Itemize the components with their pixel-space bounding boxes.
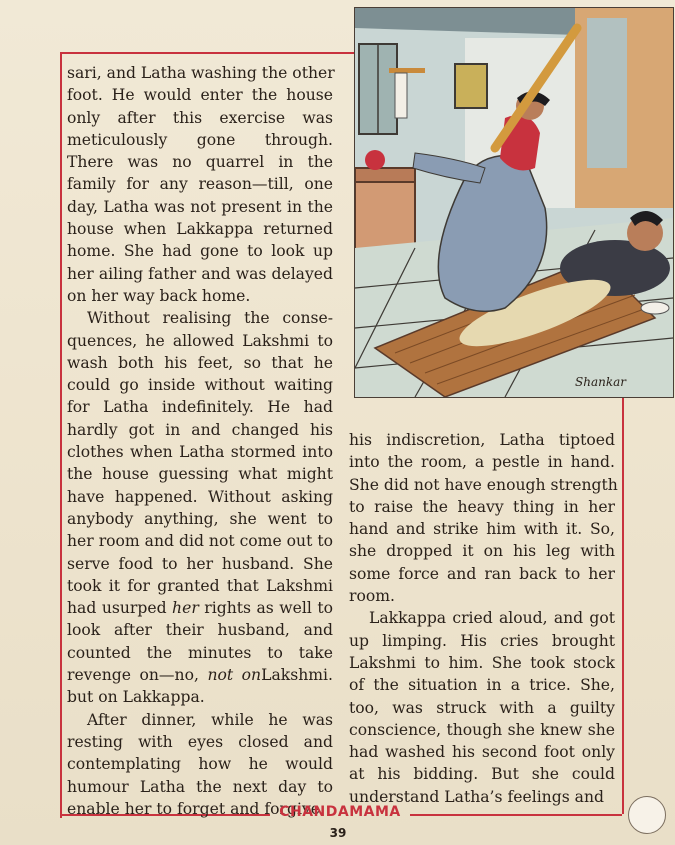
story-column-right (349, 429, 618, 808)
text-segment: his indiscretion, Latha tiptoed (349, 431, 615, 449)
text-line (67, 352, 333, 374)
text-line (67, 642, 333, 664)
text-line (67, 263, 333, 285)
text-segment: too, was struck with a guilty (349, 698, 615, 717)
text-line (67, 84, 333, 106)
text-segment: clothes when Latha stormed into (67, 443, 333, 462)
text-line (67, 285, 333, 307)
text-line (349, 652, 615, 674)
story-column-left (67, 62, 333, 820)
text-segment: family for any reason—till, one (67, 175, 333, 194)
text-segment: rights as well to (198, 599, 333, 618)
text-segment: she dropped it on his leg with (349, 542, 615, 561)
text-segment: Lakshmi to him. She took stock (349, 653, 615, 672)
text-segment: have happened. Without asking (67, 487, 333, 506)
text-line (67, 619, 333, 641)
text-segment: at his bidding. But she could (349, 765, 615, 784)
text-segment: counted the minutes to take (67, 643, 333, 662)
text-line (67, 419, 333, 441)
text-line (349, 518, 615, 540)
text-segment: day, Latha was not present in the (67, 197, 333, 216)
text-line (67, 753, 333, 775)
emphasis-text: not on (207, 666, 262, 685)
text-line (67, 776, 333, 798)
text-segment: into the room, a pestle in hand. (349, 453, 615, 472)
text-segment: but on Lakkappa. (67, 688, 205, 707)
text-segment: After dinner, while he was (87, 710, 333, 729)
text-line (67, 508, 333, 530)
text-segment: the house guessing what might (67, 465, 333, 484)
text-line (67, 151, 333, 173)
text-line (67, 196, 333, 218)
text-segment: took it for granted that Lakshmi (67, 576, 333, 595)
text-segment: for Latha indefinitely. He had (67, 398, 333, 417)
text-segment: some force and ran back to her (349, 564, 615, 583)
text-line (67, 597, 333, 619)
text-segment: Lakkappa cried aloud, and got (369, 609, 615, 628)
text-segment: anybody anything, she went to (67, 509, 333, 528)
text-segment: She did not have enough strength (349, 475, 618, 494)
text-line (67, 218, 333, 240)
text-segment: wash both his feet, so that he (67, 353, 333, 372)
illustration-drawing (355, 8, 673, 397)
text-line (67, 396, 333, 418)
text-segment: meticulously gone through. (67, 130, 333, 149)
text-line (67, 374, 333, 396)
magazine-brand: CHANDAMAMA (279, 804, 401, 820)
text-line (67, 307, 333, 329)
text-segment: could go inside without waiting (67, 376, 333, 395)
text-line (67, 486, 333, 508)
text-segment: to raise the heavy thing in her (349, 497, 615, 516)
text-segment: quences, he allowed Lakshmi to (67, 331, 333, 350)
text-segment: only after this exercise was (67, 108, 333, 127)
text-segment: room. (349, 587, 395, 606)
text-line (67, 330, 333, 352)
story-illustration (354, 7, 674, 398)
text-segment: sari, and Latha washing the other (67, 64, 335, 82)
text-line (349, 607, 615, 629)
text-segment: There was no quarrel in the (67, 153, 333, 172)
text-line (349, 763, 615, 785)
text-segment: her room and did not come out to (67, 532, 333, 551)
text-segment: Without realising the conse- (87, 309, 333, 328)
text-line (349, 697, 615, 719)
text-line (349, 429, 615, 451)
text-segment: home. She had gone to look up (67, 242, 333, 261)
text-segment: had usurped (67, 599, 173, 618)
text-line (349, 585, 615, 607)
text-segment: enable her to forget and forgive (67, 799, 320, 818)
text-line (67, 463, 333, 485)
text-line (67, 107, 333, 129)
library-stamp-icon (628, 796, 666, 834)
text-segment: resting with eyes closed and (67, 732, 333, 751)
text-line (67, 240, 333, 262)
text-line (67, 129, 333, 151)
text-segment: Lakshmi. (261, 666, 333, 685)
text-segment: conscience, though she knew she (349, 720, 615, 739)
text-line (67, 709, 333, 731)
text-segment: humour Latha the next day to (67, 777, 333, 796)
page-number: 39 (329, 826, 347, 840)
text-segment: up limping. His cries brought (349, 631, 615, 650)
text-line (67, 441, 333, 463)
text-segment: understand Latha’s feelings and (349, 787, 604, 806)
frame-line-left (60, 52, 62, 818)
text-line (349, 451, 615, 473)
emphasis-text: her (172, 599, 199, 618)
text-line (67, 731, 333, 753)
text-line (349, 563, 615, 585)
text-segment: of the situation in a trice. She, (349, 676, 615, 695)
text-line (349, 630, 615, 652)
text-line (349, 741, 615, 763)
text-line (67, 664, 333, 686)
text-segment: hardly got in and changed his (67, 420, 333, 439)
artist-signature: Shankar (575, 375, 626, 389)
text-segment: serve food to her husband. She (67, 554, 333, 573)
text-line (349, 474, 618, 496)
text-segment: contemplating how he would (67, 755, 333, 774)
text-line (349, 674, 615, 696)
text-segment: foot. He would enter the house (67, 86, 333, 105)
frame-line-right (622, 398, 624, 814)
text-line (67, 575, 333, 597)
text-segment: on her way back home. (67, 286, 251, 305)
text-line (67, 62, 333, 84)
text-segment: house when Lakkappa returned (67, 220, 333, 239)
frame-line-bottom-right (410, 814, 622, 816)
text-segment: revenge on—no, (67, 666, 208, 685)
text-segment: look after their husband, and (67, 621, 333, 640)
text-line (349, 540, 615, 562)
text-segment: hand and strike him with it. So, (349, 520, 615, 539)
text-line (67, 686, 333, 708)
text-line (67, 530, 333, 552)
frame-line-top (60, 52, 354, 54)
text-segment: her ailing father and was delayed (67, 264, 333, 283)
text-line (349, 719, 615, 741)
text-line (67, 173, 333, 195)
text-line (67, 553, 333, 575)
text-line (349, 496, 615, 518)
text-segment: had washed his second foot only (349, 743, 615, 762)
